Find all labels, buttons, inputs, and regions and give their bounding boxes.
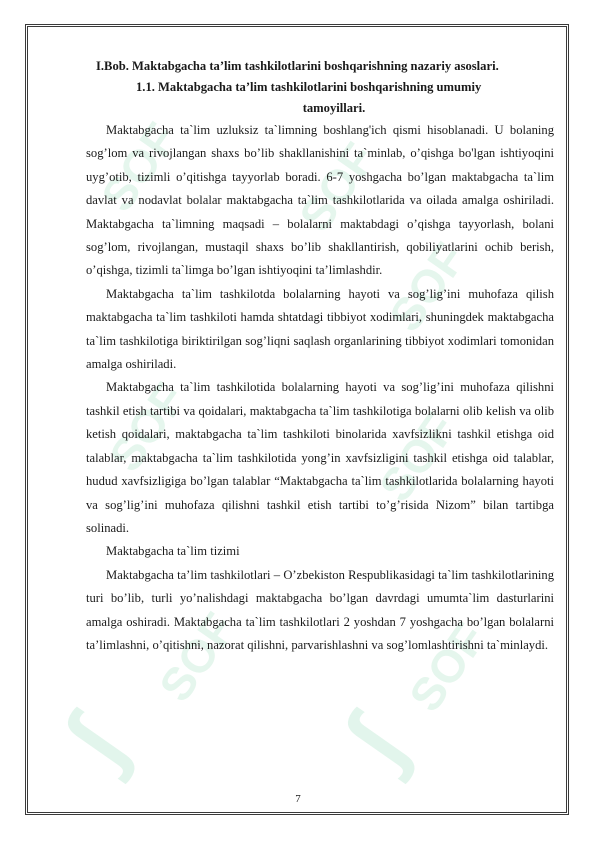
- watermark-text: SOF: [288, 133, 386, 241]
- watermark-logo-icon: ʃ: [324, 700, 426, 785]
- chapter-heading: I.Bob. Maktabgacha ta’lim tashkilotlarini boshqarishning nazariy asoslari.: [96, 59, 499, 73]
- watermark-text: SOF: [148, 603, 246, 711]
- watermark-text: SOF: [98, 373, 196, 481]
- watermark-text: SOF: [90, 113, 188, 221]
- paragraph: Maktabgacha ta’lim tashkilotlari – O’zbekiston Respublikasidagi ta`lim tashkilotlarining turi bo’lib, turli yo’nalishdagi maktabgacha bo’lgan davrdagi umumta`lim dasturlarini amalga oshiradi. Maktabgacha ta`lim tashkilotlari 2 yoshdan 7 yoshgacha bo’lgan bolalarni ta’limlashni, o’qitishni, nazorat qilishni, parvarishlashni va sog’lomlashtirishni ta`minlaydi.: [86, 567, 554, 652]
- watermark-text: SOF: [378, 233, 476, 341]
- page-number: 7: [295, 793, 301, 805]
- document-body: [86, 56, 554, 657]
- paragraph: Maktabgacha ta`lim tashkilotda bolalarning hayoti va sog’lig’ini muhofaza qilish maktabgacha ta`lim tashkiloti hamda shtatdagi tibbiyot xodimlari, shuningdek maktabgacha ta`lim tashkilotiga biriktirilgan sog’liqni saqlash organlarining tibbiyot xodimlari tomonidan amalga oshiriladi.: [86, 286, 554, 372]
- paragraph-subheading: Maktabgacha ta`lim tizimi: [106, 544, 240, 559]
- watermark-logo-icon: ʃ: [44, 700, 146, 785]
- watermark-text: SOF: [398, 613, 496, 721]
- section-heading: 1.1. Maktabgacha ta’lim tashkilotlarini boshqarishning umumiy: [136, 80, 482, 94]
- watermark-text: SOF: [368, 403, 466, 511]
- section-heading-continued: tamoyillari.: [302, 101, 366, 115]
- paragraph: Maktabgacha ta`lim tashkilotida bolalarning hayoti va sog’lig’ini muhofaza qilishni tashkil etish tartibi va qoidalari, maktabgacha ta`lim tashkilotiga bolalarni olib kelish va olib ketish qoidalari, maktabgacha ta`lim tashkiloti binolarida xavfsizlikni tashkil etishga oid talablar, maktabgacha ta`lim tashkilotida yong’in xavfsizligini tashkil etishga oid talablar, hudud xavfsizligiga bo’lgan talablar “Maktabgacha ta`lim tashkilotlarida bolalarning hayoti va sog’lig’ini muhofaza qilishni tashkil etish tartibi to’g’risida Nizom” bilan tartibga solinadi.: [86, 380, 554, 535]
- paragraph: Maktabgacha ta`lim uzluksiz ta`limning boshlang'ich qismi hisoblanadi. U bolaning sog’lom va rivojlangan shaxs bo’lib shakllanishini ta`minlab, o’qishga bo'lgan ishtiyoqini uyg’otib, tizimli o’qitishga tayyorlab boradi. 6-7 yoshgacha bo’lgan maktabgacha ta`lim davlat va nodavlat bolalar maktabgacha ta`lim tashkilotlarida va oilada amalga oshiriladi. Maktabgacha ta`limning maqsadi – bolalarni maktabdagi o’qishga tayyorlash, bolani sog’lom, rivojlangan, mustaqil shaxs bo’lib shakllantirish, qobiliyatlarini ochib berish, o’qishga, tizimli ta`limga bo’lgan ishtiyoqini ta’limlashdir.: [86, 123, 554, 278]
